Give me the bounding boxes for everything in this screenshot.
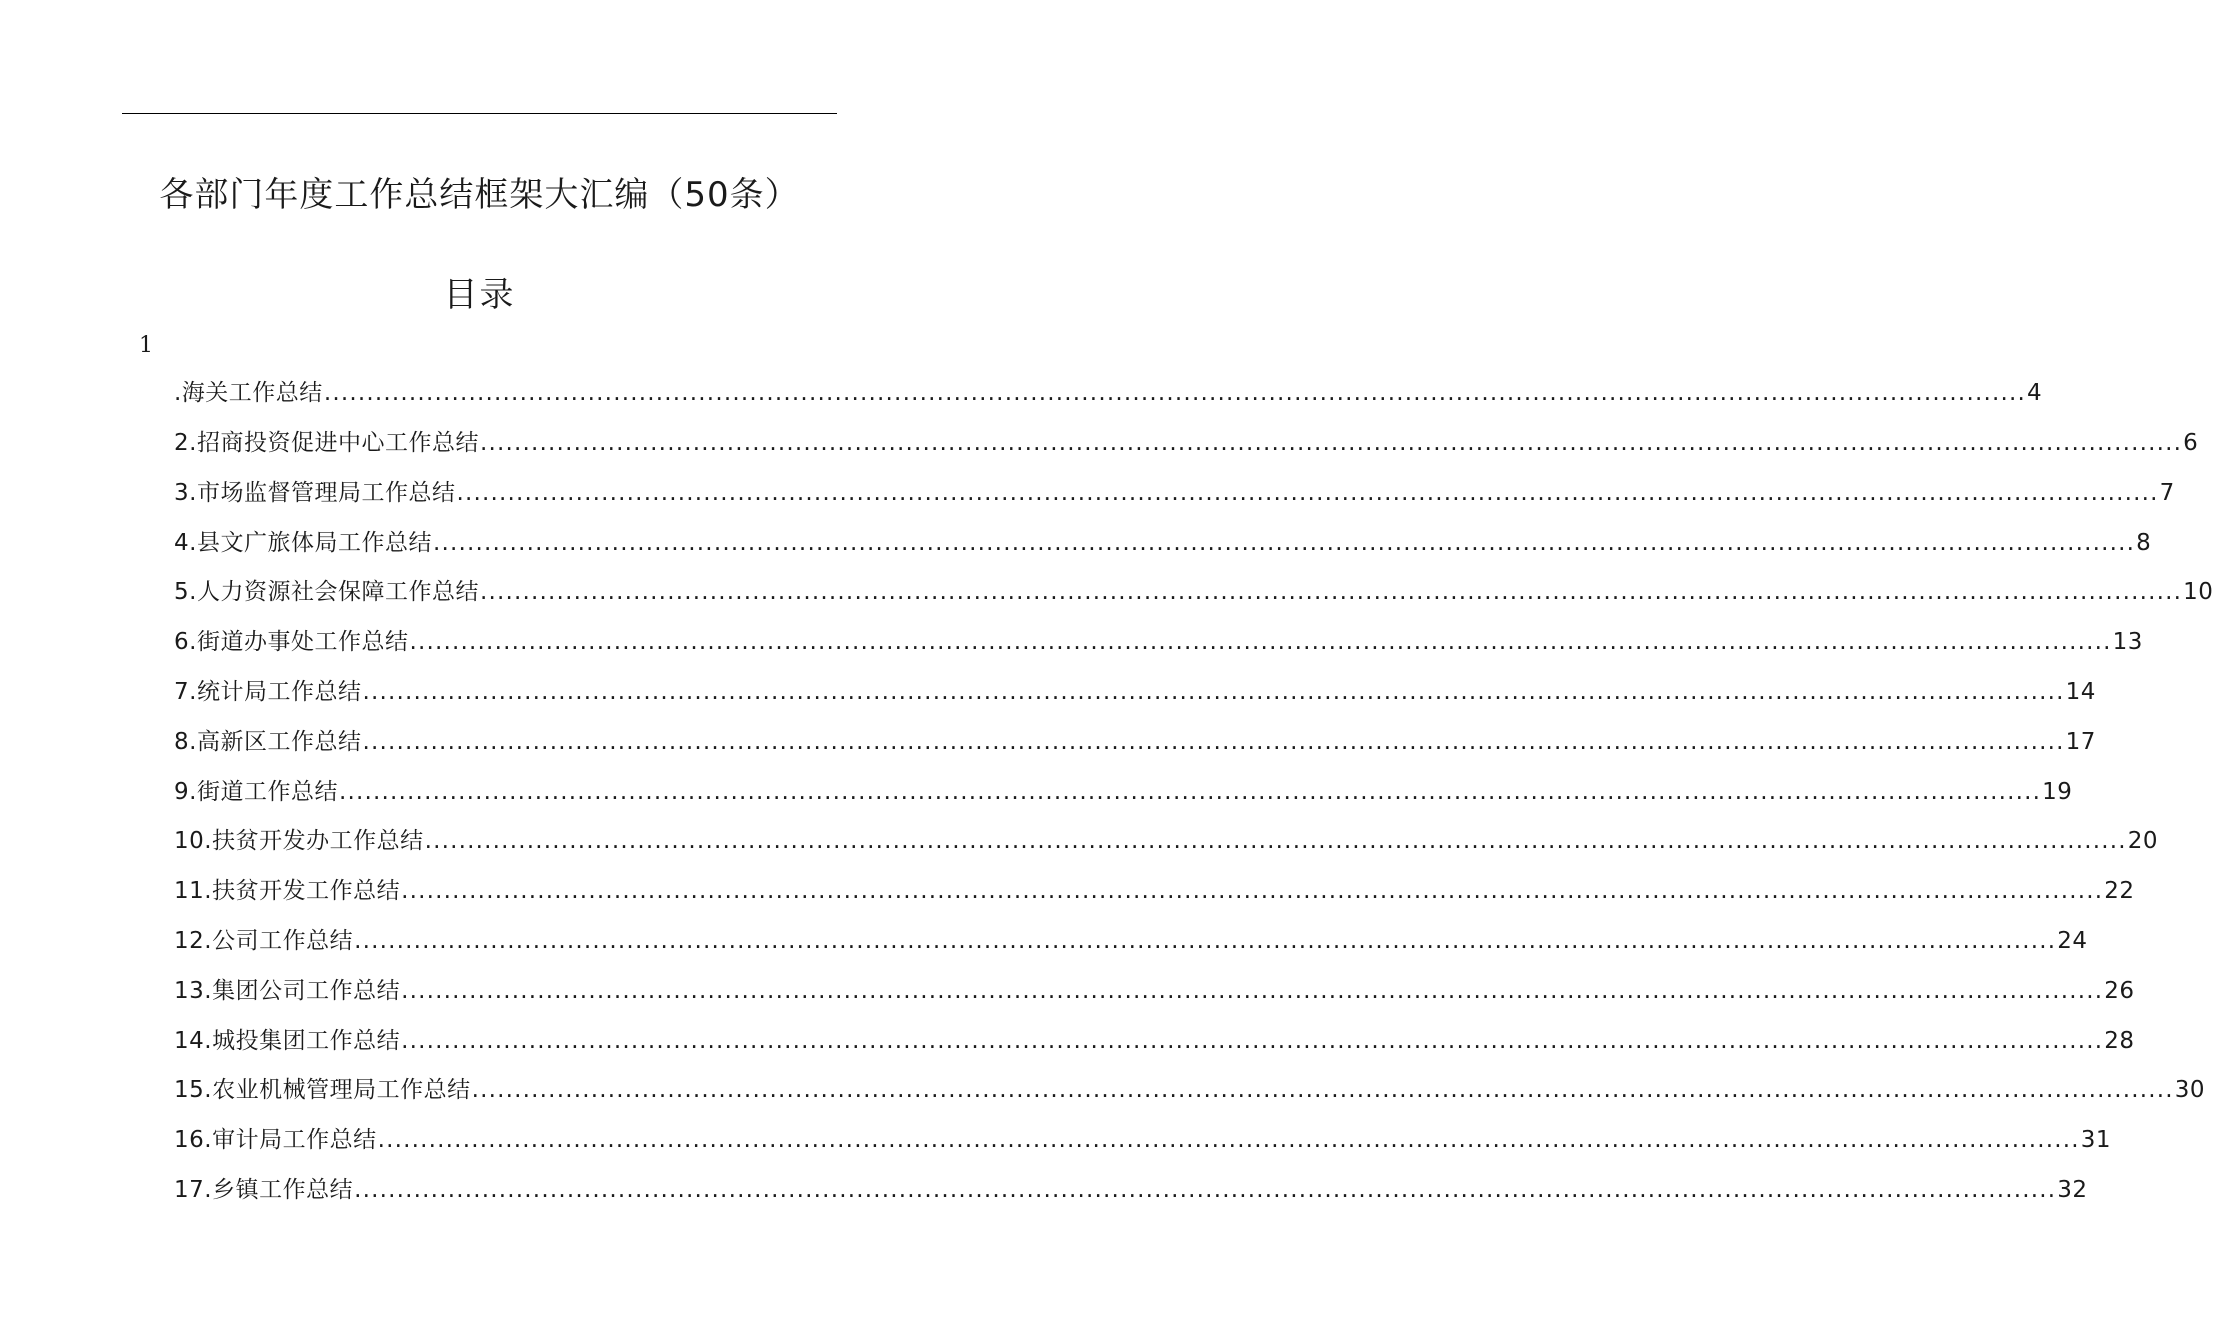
toc-dot-leader: ........................................................................................................................................................................................................ [354, 1177, 2057, 1203]
document-title: 各部门年度工作总结框架大汇编（50条） [159, 175, 800, 215]
toc-dot-leader: ........................................................................................................................................................................................................ [401, 878, 2104, 904]
toc-entry[interactable] [174, 528, 2152, 558]
toc-entry-page: 19 [2042, 779, 2073, 805]
toc-entry-page: 30 [2174, 1077, 2206, 1103]
toc-entry-label: 17.乡镇工作总结 [174, 1177, 354, 1203]
toc-dot-leader: ........................................................................................................................................................................................................ [338, 779, 2042, 805]
toc-dot-leader: ........................................................................................................................................................................................................ [401, 1028, 2104, 1054]
toc-entry-page: 22 [2104, 878, 2135, 904]
toc-entry-label: 9.街道工作总结 [174, 779, 338, 805]
toc-entry[interactable] [174, 677, 2096, 707]
toc-entry[interactable] [174, 1026, 2135, 1056]
toc-entry[interactable] [174, 428, 2199, 458]
toc-entry[interactable] [174, 1125, 2112, 1155]
toc-entry[interactable] [174, 1175, 2088, 1205]
toc-entry-label: 13.集团公司工作总结 [174, 978, 401, 1004]
toc-entry-label: 16.审计局工作总结 [174, 1127, 377, 1153]
toc-dot-leader: ........................................................................................................................................................................................................ [471, 1077, 2174, 1103]
toc-entry-page: 28 [2104, 1028, 2135, 1054]
section-number: 1 [139, 333, 153, 358]
toc-entry-page: 17 [2065, 729, 2096, 755]
toc-dot-leader: ........................................................................................................................................................................................................ [362, 729, 2065, 755]
toc-entry-label: 11.扶贫开发工作总结 [174, 878, 401, 904]
toc-dot-leader: ........................................................................................................................................................................................................ [409, 629, 2112, 655]
toc-dot-leader: ........................................................................................................................................................................................................ [432, 530, 2136, 556]
toc-entry[interactable] [174, 826, 2159, 856]
toc-entry-page: 7 [2159, 480, 2175, 506]
toc-entry-page: 31 [2080, 1127, 2112, 1153]
toc-dot-leader: ........................................................................................................................................................................................................ [362, 679, 2065, 705]
toc-entry-page: 32 [2057, 1177, 2088, 1203]
toc-entry-label: 12.公司工作总结 [174, 928, 354, 954]
toc-entry-label: 6.街道办事处工作总结 [174, 629, 409, 655]
toc-dot-leader: ........................................................................................................................................................................................................ [479, 579, 2183, 605]
toc-entry-page: 26 [2104, 978, 2135, 1004]
toc-dot-leader: ........................................................................................................................................................................................................ [377, 1127, 2080, 1153]
toc-entry-page: 8 [2136, 530, 2152, 556]
toc-entry-label: 14.城投集团工作总结 [174, 1028, 401, 1054]
toc-heading: 目录 [443, 275, 516, 315]
toc-entry-label: 8.高新区工作总结 [174, 729, 362, 755]
toc-entry-page: 20 [2127, 828, 2159, 854]
toc-entry-page: 6 [2183, 430, 2199, 456]
toc-dot-leader: ........................................................................................................................................................................................................ [354, 928, 2057, 954]
toc-entry[interactable] [174, 777, 2073, 807]
toc-entry-label: 10.扶贫开发办工作总结 [174, 828, 424, 854]
toc-entry[interactable] [174, 627, 2143, 657]
toc-entry[interactable] [174, 577, 2213, 607]
toc-entry[interactable] [174, 378, 2043, 408]
toc-entry-page: 14 [2065, 679, 2096, 705]
toc-entry-label: 15.农业机械管理局工作总结 [174, 1077, 471, 1103]
toc-entry-page: 24 [2057, 928, 2088, 954]
toc-dot-leader: ........................................................................................................................................................................................................ [323, 380, 2027, 406]
toc-entry-label: .海关工作总结 [174, 380, 323, 406]
toc-entry-label: 3.市场监督管理局工作总结 [174, 480, 456, 506]
toc-dot-leader: ........................................................................................................................................................................................................ [401, 978, 2104, 1004]
toc-entry-page: 4 [2027, 380, 2043, 406]
toc-entry[interactable] [174, 926, 2088, 956]
toc-dot-leader: ........................................................................................................................................................................................................ [479, 430, 2183, 456]
toc-dot-leader: ........................................................................................................................................................................................................ [424, 828, 2127, 854]
toc-entry-page: 10 [2183, 579, 2213, 605]
toc-entry[interactable] [174, 876, 2135, 906]
toc-entry[interactable] [174, 727, 2096, 757]
toc-entry-label: 7.统计局工作总结 [174, 679, 362, 705]
toc-entry[interactable] [174, 1075, 2206, 1105]
toc-entry-label: 4.县文广旅体局工作总结 [174, 530, 432, 556]
toc-entry[interactable] [174, 478, 2175, 508]
toc-entry[interactable] [174, 976, 2135, 1006]
toc-dot-leader: ........................................................................................................................................................................................................ [456, 480, 2159, 506]
toc-entry-label: 5.人力资源社会保障工作总结 [174, 579, 479, 605]
toc-entry-label: 2.招商投资促进中心工作总结 [174, 430, 479, 456]
toc-entry-page: 13 [2112, 629, 2143, 655]
